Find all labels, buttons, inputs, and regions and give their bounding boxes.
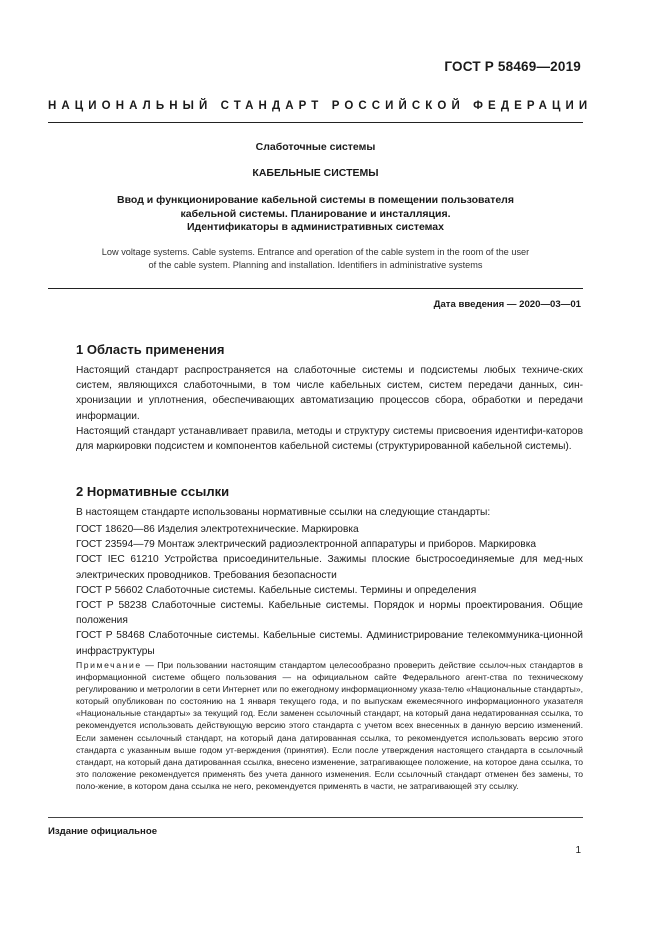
reference-title: Изделия электротехнические. Маркировка [157, 524, 359, 535]
english-title-line: Low voltage systems. Cable systems. Entrance and operation of the cable system in the room of the user [101, 247, 530, 257]
introduction-date: Дата введения — 2020—03—01 [433, 299, 581, 310]
title-divider [48, 288, 583, 289]
subtitle-line: Ввод и функционирование кабельной системы в помещении пользователя [117, 194, 514, 206]
reference-item [76, 583, 583, 598]
reference-code: ГОСТ IEC 61210 [76, 554, 159, 566]
standard-subject: Слаботочные системы [255, 141, 376, 153]
note-text: — При пользовании настоящим стандартом целесообразно проверить действие ссылоч-ных стандартов в информационной системе общего пользования — на официальном сайте Федерального агент-ства по техническому регулированию и метрологии в сети Интернет или по ежегодному информационному указа-телю «Национальные стандарты», который опубликован по состоянию на 1 января текущего года, и по выпускам ежемесячного информационного указателя «Национальные стандарты» за текущий год. Если заменен ссылочный стандарт, на который дана недатированная ссылка, то рекомендуется использовать действующую версию этого стандарта с учетом всех внесенных в данную версию изменений. Если заменен ссылочный стандарт, на который дана датированная ссылка, то рекомендуется использовать версию этого стандарта с указанным выше годом ут-верждения (принятия). Если после утверждения настоящего стандарта в ссылочный стандарт, на который дана датированная ссылка, внесено изменение, затрагивающее положение, на которое дана ссылка, то это положение рекомендуется применять без учета данного изменения. Если ссылочный стандарт отменен без замены, то поло-жение, в котором дана ссылка не него, рекомендуется применять в части, не затрагивающей эту ссылку. [76, 660, 583, 791]
section-1-heading: 1 Область применения [76, 342, 225, 357]
section-2-heading: 2 Нормативные ссылки [76, 484, 230, 499]
reference-list [76, 522, 583, 659]
english-title-line: of the cable system. Planning and installation. Identifiers in administrative systems [148, 260, 483, 271]
national-standard-banner: НАЦИОНАЛЬНЫЙ СТАНДАРТ РОССИЙСКОЙ ФЕДЕРАЦИИ [48, 100, 593, 112]
reference-item [76, 537, 583, 552]
subtitle-line: кабельной системы. Планирование и инсталляция. [180, 207, 451, 220]
reference-title: Слаботочные системы. Кабельные системы. Администрирование телекоммуника-ционной инфраструктуры [76, 630, 583, 657]
reference-item [76, 552, 583, 582]
reference-title: Монтаж электрический радиоэлектронной аппаратуры и приборов. Маркировка [157, 539, 537, 551]
top-divider [48, 122, 583, 123]
section-1-paragraph-2: Настоящий стандарт устанавливает правила, методы и структуру системы присвоения идентифи-каторов для маркировки подсистем и компонентов кабельной системы (структурированной кабельной системы). [76, 426, 583, 453]
standard-title: КАБЕЛЬНЫЕ СИСТЕМЫ [252, 167, 379, 179]
subtitle-line: Идентификаторы в административных системах [187, 221, 444, 233]
reference-title: Слаботочные системы. Кабельные системы. Порядок и нормы проектирования. Общие положения [76, 600, 583, 627]
note-block [76, 659, 583, 792]
page-number: 1 [575, 845, 581, 856]
reference-item [76, 628, 583, 658]
official-edition-label: Издание официальное [48, 826, 158, 837]
document-number: ГОСТ Р 58469—2019 [444, 59, 581, 74]
reference-code: ГОСТ Р 58238 [76, 600, 147, 612]
reference-item [76, 522, 583, 537]
reference-code: ГОСТ 18620—86 [76, 524, 155, 535]
section-1-paragraph-1: Настоящий стандарт распространяется на слаботочные системы и подсистемы любых техниче-ских систем, являющихся слаботочными, в том числе кабельных систем, систем передачи данных, син-хронизации и уплотнения, обеспечивающих автоматизацию процессов сбора, обработки и передачи информации. [76, 365, 583, 422]
footer-divider [48, 817, 583, 818]
reference-item [76, 598, 583, 628]
reference-title: Устройства присоединительные. Зажимы плоские быстросоединяемые для мед-ных электрических проводников. Требования безопасности [76, 554, 583, 581]
section-2-intro: В настоящем стандарте использованы нормативные ссылки на следующие стандарты: [76, 507, 491, 518]
reference-title: Слаботочные системы. Кабельные системы. Термины и определения [145, 584, 477, 596]
reference-code: ГОСТ Р 56602 [76, 584, 143, 596]
standard-subtitle [48, 194, 583, 235]
reference-code: ГОСТ Р 58468 [76, 630, 145, 642]
note-label: Примечание [76, 660, 142, 670]
english-title [48, 246, 583, 272]
reference-code: ГОСТ 23594—79 [76, 539, 155, 551]
